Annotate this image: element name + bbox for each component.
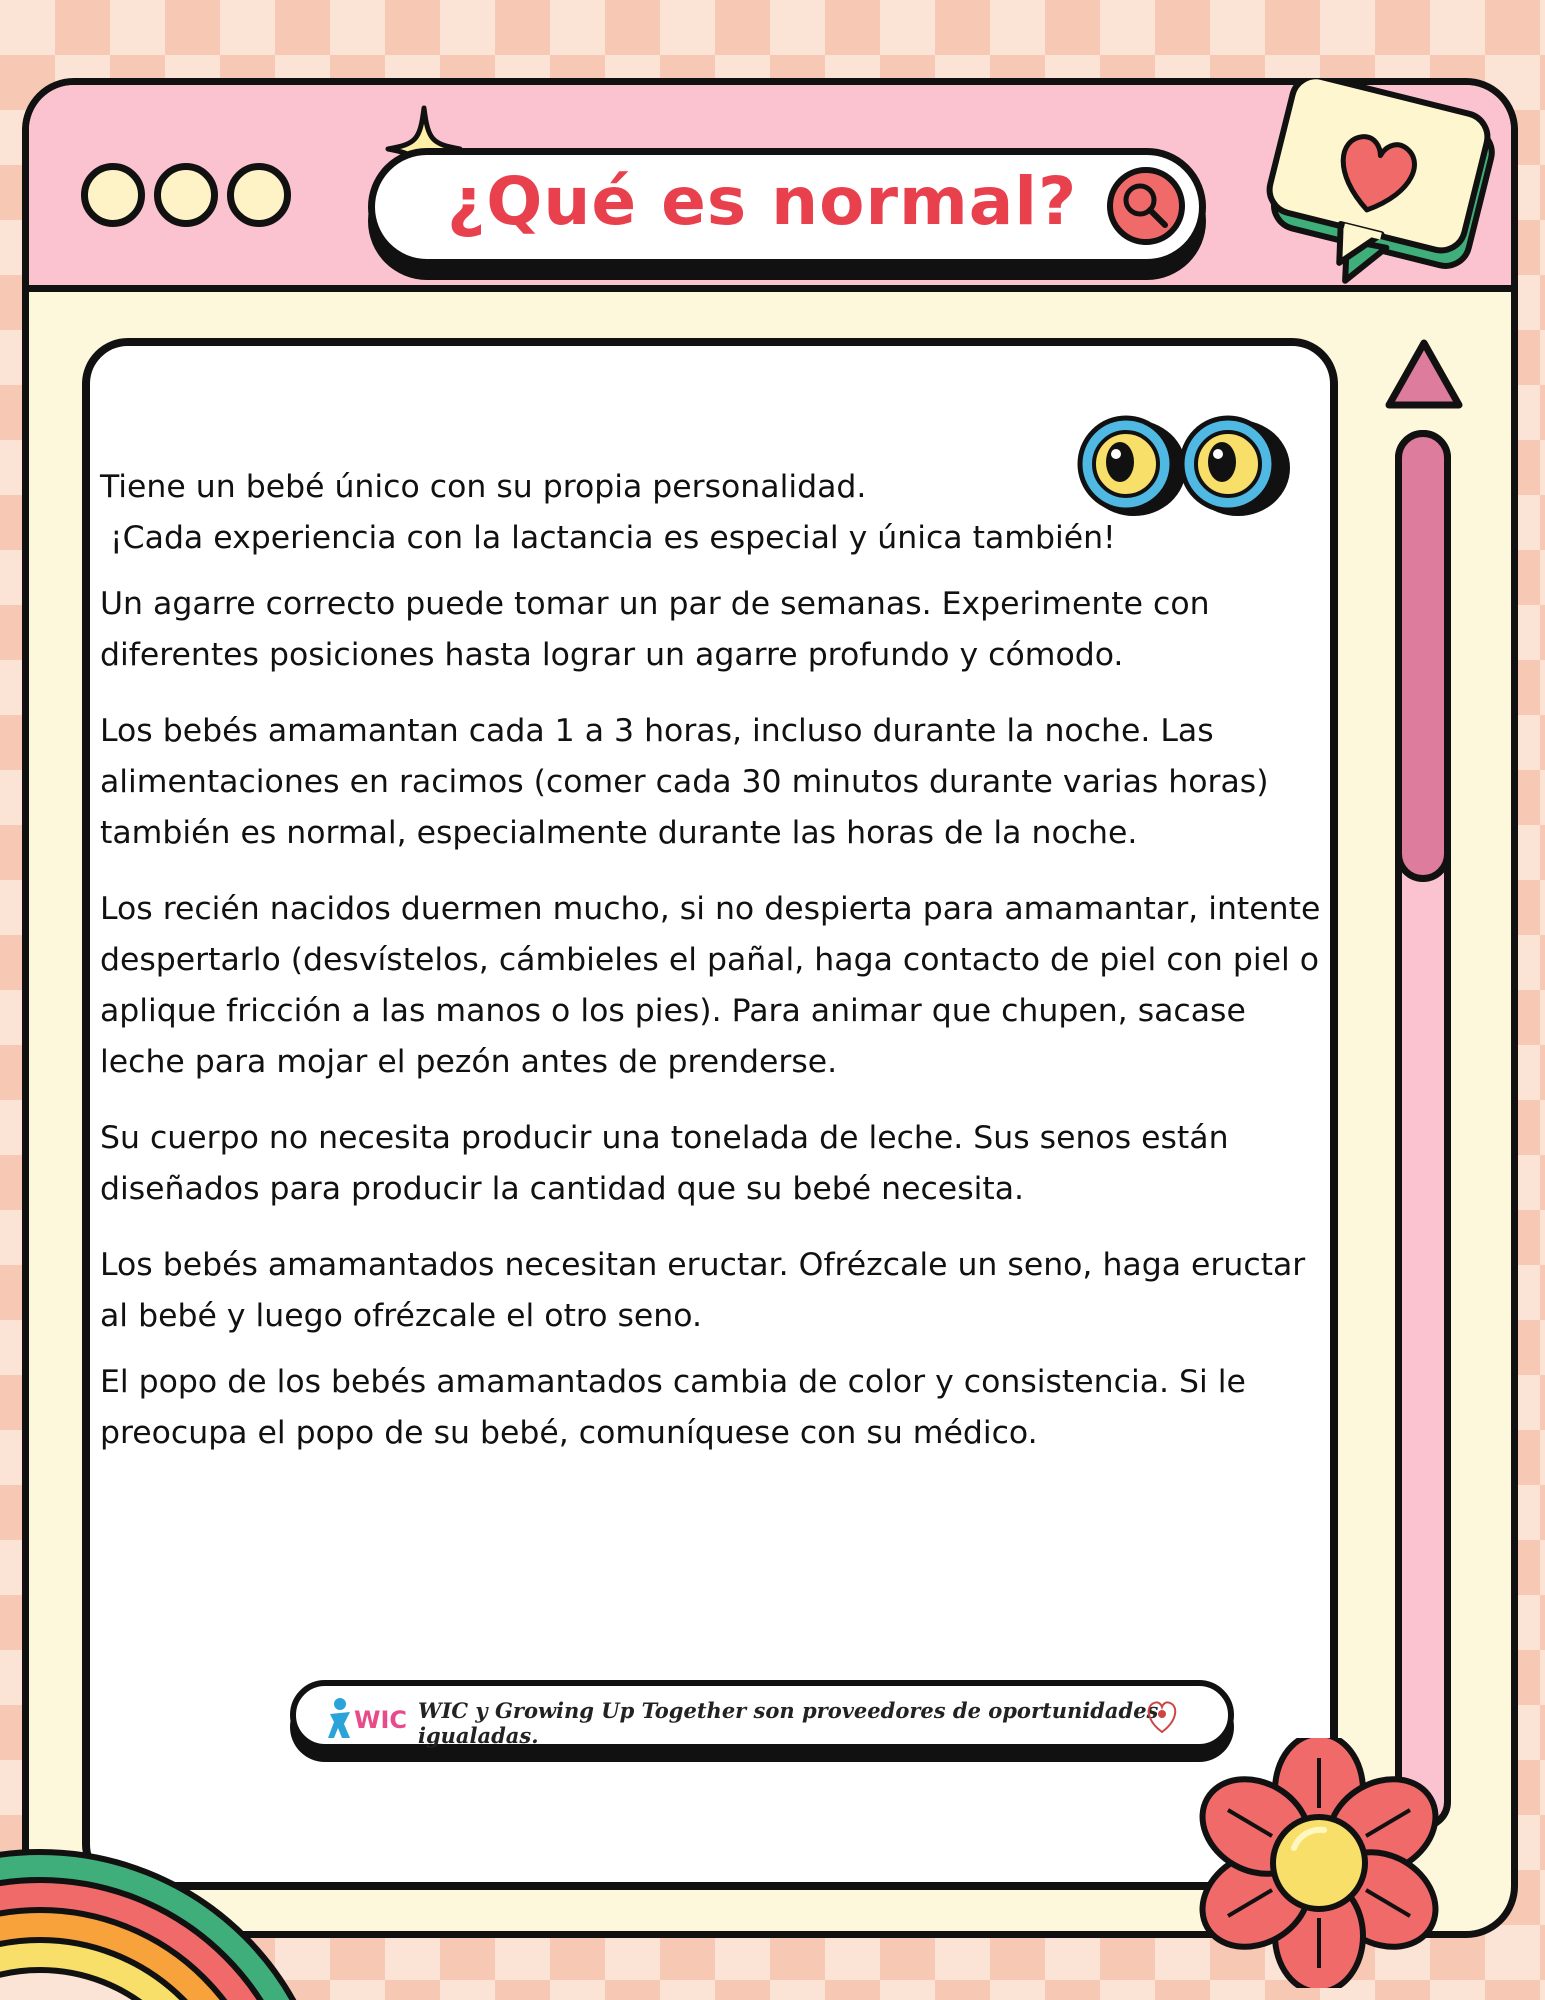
search-icon (1113, 173, 1179, 239)
paragraph-4: Los recién nacidos duermen mucho, si no despierta para amamantar, intente despertarlo (desvístelos, cámbieles el pañal, haga contacto de piel con piel o aplique fricción a las manos o los pies). Para animar que chupen, sacase leche para mojar el pezón antes de prenderse. (100, 891, 1321, 1080)
window-dot-3[interactable] (227, 163, 291, 227)
window-dot-1[interactable] (81, 163, 145, 227)
wic-logo (326, 1692, 414, 1742)
paragraph-1-line-2: ¡Cada experiencia con la lactancia es especial y única también! (100, 520, 1116, 556)
rainbow-decoration (0, 1812, 330, 2000)
heart-speech-bubble-icon (1252, 78, 1522, 298)
footer-text: WIC y Growing Up Together son proveedores de oportunidades igualadas. (418, 1698, 1159, 1748)
body-text (100, 462, 1340, 1484)
paragraph-5: Su cuerpo no necesita producir una tonelada de leche. Sus senos están diseñados para producir la cantidad que su bebé necesita. (100, 1120, 1229, 1207)
search-button[interactable] (1107, 167, 1185, 245)
scroll-up-arrow-icon[interactable] (1383, 335, 1465, 415)
paragraph-6: Los bebés amamantados necesitan eructar. Ofrézcale un seno, haga eructar al bebé y luego ofrézcale el otro seno. (100, 1247, 1306, 1334)
paragraph-7: El popo de los bebés amamantados cambia de color y consistencia. Si le preocupa el popo de su bebé, comuníquese con su médico. (100, 1364, 1246, 1451)
flower-decoration (1194, 1738, 1444, 1988)
paragraph-1 (100, 462, 1340, 564)
growing-up-together-logo (1142, 1694, 1182, 1738)
footer-badge (290, 1680, 1234, 1750)
page-title: ¿Qué es normal? (447, 163, 1078, 240)
scrollbar-thumb[interactable] (1395, 430, 1451, 882)
paragraph-3: Los bebés amamantan cada 1 a 3 horas, incluso durante la noche. Las alimentaciones en racimos (comer cada 30 minutos durante varias horas) también es normal, especialmente durante las horas de la noche. (100, 713, 1269, 851)
title-search-bar[interactable] (368, 148, 1206, 266)
paragraph-2: Un agarre correcto puede tomar un par de semanas. Experimente con diferentes posiciones hasta lograr un agarre profundo y cómodo. (100, 586, 1210, 673)
wic-logo-text: WIC (354, 1706, 408, 1734)
paragraph-1-line-1: Tiene un bebé único con su propia personalidad. (100, 469, 867, 505)
window-dot-2[interactable] (154, 163, 218, 227)
